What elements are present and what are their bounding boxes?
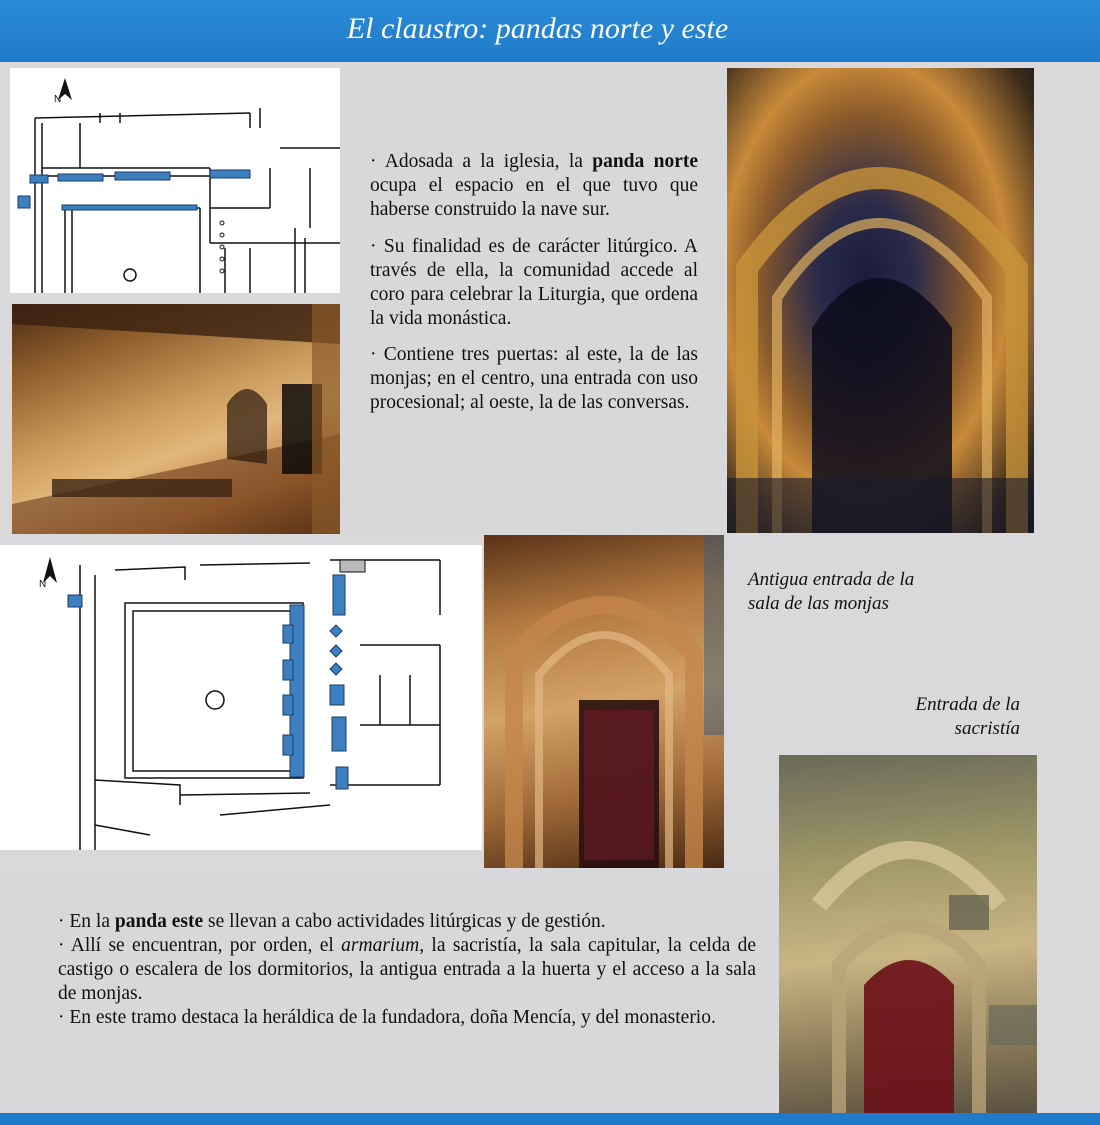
- floor-plan-east: [0, 545, 482, 850]
- north-portal-photo: [727, 68, 1034, 533]
- floor-plan-north: [10, 68, 340, 293]
- caption-sacristy: Entrada de la sacristía: [915, 694, 1020, 739]
- cloister-north-gallery-photo: [12, 304, 340, 534]
- north-paragraph-2: · Su finalidad es de carácter litúrgico. A través de ella, la comunidad accede al coro para celebrar la Liturgia, que ordena la vida monástica.: [370, 236, 698, 329]
- east-text-block: [58, 910, 756, 1030]
- east-line-2: [58, 934, 756, 1006]
- footer-bar: [0, 1113, 1100, 1125]
- east-l2-text-end: , la sacristía, la sala capitular, la celda de castigo o escalera de los dormitorios, la antigua entrada a la huerta y el acceso a la sala de monjas.: [58, 935, 756, 1004]
- east-l1-text: · En la: [58, 911, 115, 932]
- east-l2-italic: armarium: [341, 935, 420, 956]
- compass-north-icon: [54, 78, 72, 105]
- east-l1-text-end: se llevan a cabo actividades litúrgicas y de gestión.: [203, 911, 606, 932]
- north-p1-text: · Adosada a la iglesia, la: [370, 151, 593, 172]
- nuns-room-entrance-photo: [484, 535, 724, 868]
- north-paragraph-1: [370, 150, 698, 222]
- compass-label-bottom: N: [39, 579, 47, 590]
- compass-label: N: [54, 94, 62, 105]
- north-paragraph-3: · Contiene tres puertas: al este, la de las monjas; en el centro, una entrada con uso procesional; al oeste, la de las conversas.: [370, 344, 698, 413]
- floor-plan-east-drawing: [0, 545, 482, 850]
- sacristy-entrance-photo: [779, 755, 1037, 1115]
- page-title: El claustro: pandas norte y este: [346, 12, 729, 45]
- east-l1-bold: panda este: [114, 911, 204, 932]
- compass-east-plan-icon: [39, 557, 57, 590]
- caption-nuns-room: Antigua entrada de la sala de las monjas: [748, 569, 915, 614]
- north-p1-bold: panda norte: [592, 151, 699, 172]
- east-line-1: [58, 910, 756, 934]
- east-line-3: · En este tramo destaca la heráldica de la fundadora, doña Mencía, y del monasterio.: [58, 1007, 716, 1028]
- north-p1-text-end: ocupa el espacio en el que tuvo que haberse construido la nave sur.: [370, 175, 698, 220]
- east-l2-text: · Allí se encuentran, por orden, el: [58, 935, 342, 956]
- floor-plan-north-drawing: [10, 68, 340, 293]
